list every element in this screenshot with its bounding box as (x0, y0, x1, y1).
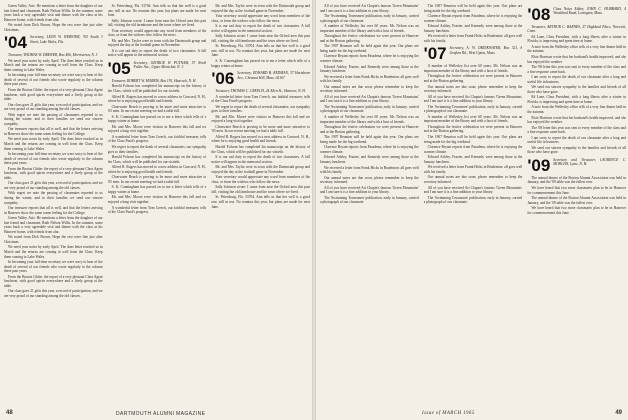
paragraph: The 'Swimming Townsmen' publication, early in January, carried a photograph of our classmate. (320, 195, 419, 205)
paragraph: We regret to report the death of several classmates; our sympathy goes to their families. (211, 104, 310, 114)
paragraph: Elsie Harrison wrote that her husband's health improved, and she has enjoyed the weather. (527, 55, 626, 64)
paragraph: We send our sincere sympathy to the families and friends of all those who have gone. (527, 85, 626, 94)
class-header-07 (424, 46, 523, 62)
paragraph: Clarence Bryant reports from Pasadena, where he is enjoying the warmer climate. (423, 145, 523, 154)
paragraph: From the Boston Globe: the report of a very pleasant Class Agent luncheon, with good spirits everywhere and a lively group at the table. (4, 274, 103, 288)
paragraph: Mr. and Mrs. Taylor were in town with the Dartmouth group and enjoyed the day at the football game in November. (211, 165, 310, 174)
paragraph: The '08 letter this year was sent to every member of the class and a fine response came back. (527, 65, 626, 74)
magazine-title: DARTMOUTH ALUMNI MAGAZINE (116, 411, 206, 417)
paragraph: Your secretary would appreciate any word from members of the class, or from the widows who follow the news. (211, 14, 310, 23)
left-column-1 (4, 4, 103, 408)
paragraph: All of you have received Art Chapin's famous 'Green Mountains' and I am sure it is a fine addition to your library. (423, 94, 523, 104)
paragraph: All of you have received Art Chapin's famous 'Green Mountains' and I am sure it is a fine addition to your library. (320, 94, 419, 104)
paragraph: Harold Folsom has completed his manuscript on the history of the Class, which will be published for our sixtieth. (107, 155, 207, 164)
paragraph: A note from the Wellesley office tells of a very fine dinner held in the autumn. (527, 44, 626, 54)
paragraph: The '08 letter this year was sent to every member of the class and a fine response came back. (527, 125, 626, 135)
class-header-04 (4, 35, 103, 51)
page-number: 48 (6, 410, 13, 416)
class-header-08 (527, 7, 626, 23)
paragraph: In becoming your full-time secretary we were sorry to hear of the death of several of our friends who wrote regularly to the column these past years. (4, 260, 103, 274)
page-number: 49 (615, 410, 622, 416)
class-year: '04 (4, 33, 27, 53)
class-year: '05 (107, 59, 131, 79)
paragraph: I am sorry to report the death of our classmate after a long and useful life in business. (527, 135, 626, 145)
class-secretary: Secretary, GEORGE W. PUTNAM, 57 North Fuller Ave., Upper Montclair, N. J. (133, 61, 207, 70)
paragraph: Our class gave 21 gifts this year, a record of participation, and we are very proud of our standing among the old classes. (4, 289, 103, 298)
paragraph: Mr. and Mrs. Moore were visitors in Hanover this fall and we enjoyed a long visit together. (211, 114, 310, 124)
paragraph: The annual dinner of the Boston Alumni Association was held in January, and the '09 table was the fullest ever. (527, 196, 626, 205)
paragraph: Clearwater Beach is proving to be more and more attractive to '05 men. In our recent meeting we had a table full. (211, 124, 310, 134)
page-gutter (312, 0, 316, 420)
paragraph: St. Petersburg, Fla. 33704. Ann tells us that her well is a good one, still in use. No reunion this year, but plans are made for next June. (107, 4, 207, 18)
issue-date: Issue of MARCH 1965 (422, 411, 475, 416)
paragraph: Throughout the festive celebration we were present in Hanover and at the Boston gathering. (423, 74, 523, 84)
left-column-3 (211, 4, 310, 408)
paragraph: Clearwater Beach is proving to be more and more attractive to '05 men. In our recent meeting we had a table full. (107, 104, 207, 114)
paragraph: Mr. and Mrs. Taylor were in town with the Dartmouth group and enjoyed the day at the football game in November. (107, 38, 207, 48)
paragraph: Mr. and Mrs. Moore were visitors in Hanover this fall and we enjoyed a long visit together. (107, 124, 207, 134)
paragraph: Your secretary would appreciate any word from members of the class, or from the widows who follow the news. (107, 28, 207, 38)
paragraph: Throughout the festive celebration we were present in Hanover and at the Boston gathering. (320, 125, 419, 134)
paragraph: It is our sad duty to report the death of two classmates. A full notice will appear in the memorial section. (107, 48, 207, 58)
paragraph: We received a letter from Frank Hicks in Bradenton: all goes well with his family. (320, 74, 419, 84)
paragraph: Our treasurer reports that all is well, and that the letters arriving in Hanover show the same warm feeling for the College. (4, 206, 103, 215)
paragraph: All of you have received Art Chapin's famous 'Green Mountains' and I am sure it is a fine addition to your library. (320, 185, 419, 195)
paragraph: The 'Swimming Townsmen' publication, early in January, carried a photograph of our classmate. (423, 195, 523, 205)
paragraph: Harold Folsom has completed his manuscript on the history of the Class, which will be published for our sixtieth. (107, 84, 207, 93)
paragraph: A number of Wellesley list over 60 years. Mr. Nelson was an important member of the library and with a host of friends. (320, 24, 419, 33)
right-column-3 (527, 4, 626, 408)
class-header-05 (108, 61, 207, 77)
paragraph: Alfred B. Rogers has moved to a new address in Concord, N. H., where he is enjoying good health and friends. (107, 94, 207, 104)
paragraph: The 'Swimming Townsmen' publication, early in January, carried a photograph of our classmate. (320, 104, 419, 114)
paragraph: We have heard that two more classmates plan to be in Hanover for commencement this June. (527, 206, 626, 215)
paragraph: A number of Wellesley list over 60 years. Mr. Nelson was an important member of the library and with a host of friends. (423, 114, 523, 124)
paragraph: Elsie Harrison wrote that her husband's health improved, and she has enjoyed the weather. (527, 115, 626, 125)
paragraph: Our class gave 21 gifts this year, a record of participation, and we are very proud of our standing among the old classes. (4, 181, 103, 190)
paragraph: Clarence Bryant reports from Pasadena, where he is enjoying the warmer climate. (320, 54, 419, 64)
paragraph: Edward Ashley, Frazier, and Kennedy were among those at the January luncheon. (423, 155, 523, 164)
paragraph: It is our sad duty to report the death of two classmates. A full notice will appear in the memorial section. (211, 24, 310, 33)
class-treasurer: Treasurer, THOMAS C. CREECH, 24 Allen St., Hanover, N. H. (215, 89, 306, 94)
paragraph: We regret to report the death of several classmates; our sympathy goes to their families. (107, 144, 207, 154)
paragraph: Edward Ashley, Frazier, and Kennedy were among those at the January luncheon. (320, 155, 419, 164)
class-secretary: Secretary, A. W. DRINKWATER, Box 321, 8 Grafton Rd., West Upton, Mass. (449, 46, 523, 55)
right-column-2 (424, 4, 523, 408)
class-secretary: Secretary and Treasurer, LAURENCE C. MORGAN, Lyme, N. H. (553, 157, 626, 167)
left-column-2 (108, 4, 207, 408)
right-page (320, 4, 626, 408)
paragraph: We send our sincere sympathy to the families and friends of all those who have gone. (527, 145, 626, 155)
paragraph: A wonderful letter from Tom Creech, our faithful treasurer, tells of the Class Fund's progress. (107, 205, 207, 215)
left-page (4, 4, 310, 408)
class-treasurer: Treasurer, ROBERT W. MORRIS, Box 191, Hancock, N. H. (111, 79, 197, 84)
paragraph: I am sorry to report the death of our classmate after a long and useful life in business. (527, 75, 626, 84)
paragraph: Sally Johnson wrote: I came from near the Orford area this past fall, visiting the old farmhouse and the town where we lived. (211, 34, 310, 43)
paragraph: Edward Ashley, Frazier, and Kennedy were among those at the January luncheon. (423, 24, 523, 33)
paragraph: Alfred B. Rogers has moved to a new address in Concord, N. H., where he is enjoying good health and friends. (211, 134, 310, 144)
paragraph: A note from the Wellesley office tells of a very fine dinner held in the autumn. (527, 105, 626, 115)
paragraph: Mr. and Mrs. Taylor were in town with the Dartmouth group and enjoyed the day at the football game in November. (211, 4, 310, 13)
right-footer (322, 410, 622, 418)
paragraph: We need your notes by early April. The dues letter reached us in March and the returns are coming in well from the Class. Keep them coming to Lake Wales. (4, 137, 103, 151)
paragraph: Sally Johnson wrote: I came from near the Orford area this past fall, visiting the old farmhouse and the town where we lived. (211, 185, 310, 194)
paragraph: Throughout the festive celebration we were present in Hanover and at the Boston gathering. (423, 124, 523, 134)
paragraph: We have heard that two more classmates plan to be in Hanover for commencement this June. (527, 186, 626, 195)
paragraph: St. Petersburg, Fla. 33704. Ann tells us that her well is a good one, still in use. No reunion this year, but plans are made for next June. (211, 195, 310, 209)
paragraph: The 1907 Reunion will be held again this year. Our plans are being made for the big weekend. (320, 135, 419, 144)
class-year: '09 (527, 155, 551, 175)
right-column-1 (320, 4, 419, 408)
paragraph: S. K. Cunningham has passed on to me a letter which tells of a happy winter at home. (107, 185, 207, 194)
paragraph: All of you have received Art Chapin's famous 'Green Mountains' and I am sure it is a fine addition to your library. (320, 4, 419, 13)
paragraph: Clarence Bryant reports from Pasadena, where he is enjoying the warmer climate. (320, 145, 419, 154)
paragraph: The 1907 Reunion will be held again this year. Our plans are being made for the big weekend. (423, 4, 523, 13)
paragraph: With regret we note the passing of classmates reported to us during the winter, and to their families we send our sincere sympathy. (4, 112, 103, 126)
paragraph: S. K. Cunningham has passed on to me a letter which tells of a happy winter at home. (107, 114, 207, 124)
paragraph: Alfred B. Rogers has moved to a new address in Concord, N. H., where he is enjoying good health and friends. (107, 165, 207, 174)
paragraph: Ed Lane, Class President, with a long illness after a winter in Florida, is improving and spent time at home. (527, 34, 626, 44)
paragraph: Ed Lane, Class President, with a long illness after a winter in Florida, is improving and spent time at home. (527, 95, 626, 104)
class-year: '06 (211, 69, 235, 89)
paragraph: Our treasurer reports that all is well, and that the letters arriving in Hanover show the same warm feeling for the College. (4, 127, 103, 136)
paragraph: The 1907 Reunion will be held again this year. Our plans are being made for the big weekend. (423, 135, 523, 144)
paragraph: Our annual notes are due soon; please remember to keep the secretary informed. (423, 175, 523, 184)
paragraph: A wonderful letter from Tom Creech, our faithful treasurer, tells of the Class Fund's progress. (211, 94, 310, 104)
paragraph: We received a letter from Frank Hicks in Bradenton: all goes well with his family. (320, 165, 419, 175)
paragraph: It is our sad duty to report the death of two classmates. A full notice will appear in the memorial section. (211, 155, 310, 164)
paragraph: We received a letter from Frank Hicks in Bradenton: all goes well with his family. (423, 165, 523, 174)
paragraph: Throughout the festive celebration we were present in Hanover and at the Boston gathering. (320, 34, 419, 43)
class-year: '08 (527, 5, 551, 24)
paragraph: Green Valley. Ariz. He mentions a letter from the daughter of our late friend and classmate, Ruth Nelson Willis. In the summer, some years back a very agreeable visit and dinner with the class at his Hanover home, with friends from afar. (4, 4, 103, 22)
paragraph: From the Boston Globe: the report of a very pleasant Class Agent luncheon, with good spirits everywhere and a lively group at the table. (4, 166, 103, 180)
paragraph: All of you have received Art Chapin's famous 'Green Mountains' and I am sure it is a fine addition to your library. (423, 185, 523, 195)
paragraph: Your secretary would appreciate any word from members of the class, or from the widows who follow the news. (211, 175, 310, 184)
paragraph: Green Valley. Ariz. He mentions a letter from the daughter of our late friend and classmate, Ruth Nelson Willis. In the summer, some years back a very agreeable visit and dinner with the class at his Hanover home, with friends from afar. (4, 216, 103, 234)
paragraph: St. Petersburg, Fla. 33704. Ann tells us that her well is a good one, still in use. No reunion this year, but plans are made for next June. (211, 44, 310, 58)
class-treasurer: Treasurer, THOMAS W. DREWER, Box 406, Morristown, N. J. (8, 53, 99, 58)
paragraph: The annual dinner of the Boston Alumni Association was held in January, and the '09 table was the fullest ever. (527, 175, 626, 185)
paragraph: We need your notes by early April. The dues letter reached us in March and the returns are coming in well from the Class. Keep them coming to Lake Wales. (4, 58, 103, 72)
paragraph: Sally Johnson wrote: I came from near the Orford area this past fall, visiting the old farmhouse and the town where we lived. (107, 18, 207, 28)
class-header-09 (527, 155, 626, 175)
class-treasurer: Treasurer, ARTHUR C. BARNES, 27 Highland Place, Norwich, Conn. (527, 25, 626, 34)
paragraph: We noted from Dick Brown, Hope the rest were fine just after Christmas. (4, 235, 103, 244)
paragraph: We need your notes by early April. The dues letter reached us in March and the returns are coming in well from the Class. Keep them coming to Lake Wales. (4, 245, 103, 259)
paragraph: A wonderful letter from Tom Creech, our faithful treasurer, tells of the Class Fund's progress. (107, 134, 207, 144)
paragraph: With regret we note the passing of classmates reported to us during the winter, and to their families we send our sincere sympathy. (4, 191, 103, 205)
class-year: '07 (423, 44, 447, 64)
paragraph: We noted from Dick Brown, Hope the rest were fine just after Christmas. (4, 23, 103, 32)
paragraph: A number of Wellesley list over 60 years. Mr. Nelson was an important member of the library and with a host of friends. (423, 64, 523, 73)
class-secretary: Secretary, LEON W. WEBSTER, 763 South 3 Street, Lake Wales, Fla. (29, 35, 103, 44)
class-header-06 (211, 71, 310, 87)
paragraph: A number of Wellesley list over 60 years. Mr. Nelson was an important member of the library and with a host of friends. (320, 115, 419, 124)
paragraph: Edward Ashley, Frazier, and Kennedy were among those at the January luncheon. (320, 64, 419, 74)
paragraph: We received a letter from Frank Hicks in Bradenton: all goes well with his family. (423, 34, 523, 43)
paragraph: From the Boston Globe: the report of a very pleasant Class Agent luncheon, with good spirits everywhere and a lively group at the table. (4, 87, 103, 102)
paragraph: In becoming your full-time secretary we were sorry to hear of the death of several of our friends who wrote regularly to the column these past years. (4, 152, 103, 166)
paragraph: Our annual notes are due soon; please remember to keep the secretary informed. (320, 175, 419, 185)
paragraph: In becoming your full-time secretary we were sorry to hear of the death of several of our friends who wrote regularly to the column these past years. (4, 73, 103, 87)
class-secretary: Class Notes Editor, JOHN C. HUBBARD, 4 Woodland Road, Lexington, Mass. (553, 7, 626, 16)
paragraph: Harold Folsom has completed his manuscript on the history of the Class, which will be published for our sixtieth. (211, 144, 310, 154)
paragraph: S. K. Cunningham has passed on to me a letter which tells of a happy winter at home. (211, 59, 310, 68)
paragraph: Our class gave 21 gifts this year, a record of participation, and we are very proud of our standing among the old classes. (4, 102, 103, 112)
paragraph: Mr. and Mrs. Moore were visitors in Hanover this fall and we enjoyed a long visit together. (107, 195, 207, 204)
paragraph: The 'Swimming Townsmen' publication, early in January, carried a photograph of our classmate. (423, 104, 523, 114)
paragraph: Our annual notes are due soon; please remember to keep the secretary informed. (423, 84, 523, 94)
paragraph: The 1907 Reunion will be held again this year. Our plans are being made for the big weekend. (320, 44, 419, 53)
class-secretary: Secretary, EDWARD B. REDMAN, 37 Hartshorn Ave., Chestnut Hill, Mass. 02167 (237, 71, 310, 80)
paragraph: Clearwater Beach is proving to be more and more attractive to '05 men. In our recent meeting we had a table full. (107, 175, 207, 184)
left-footer (6, 410, 308, 418)
paragraph: Our annual notes are due soon; please remember to keep the secretary informed. (320, 84, 419, 94)
paragraph: Clarence Bryant reports from Pasadena, where he is enjoying the warmer climate. (423, 14, 523, 23)
paragraph: The 'Swimming Townsmen' publication, early in January, carried a photograph of our classmate. (320, 14, 419, 23)
